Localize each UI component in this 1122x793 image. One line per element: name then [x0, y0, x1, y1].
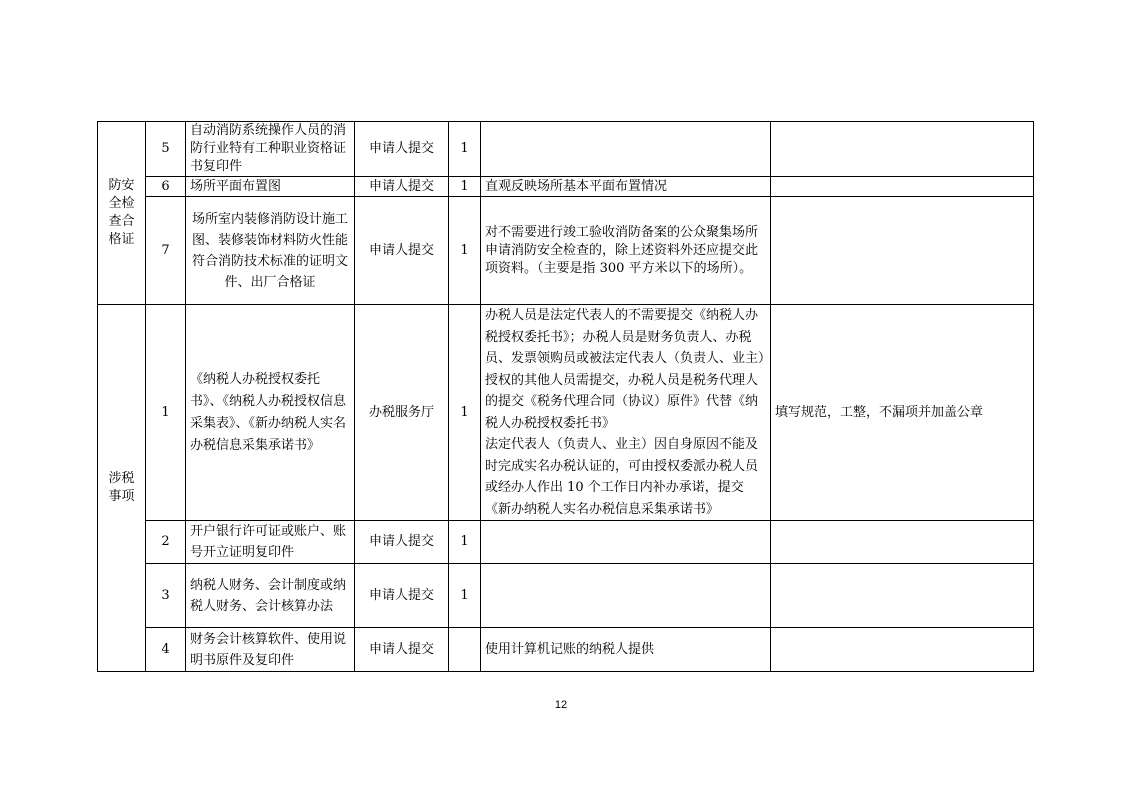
page-number: 12: [554, 699, 568, 711]
remark-cell: 办税人员是法定代表人的不需要提交《纳税人办税授权委托书》；办税人员是财务负责人、办税员、发票领购员或被法定代表人（负责人、业主）授权的其他人员需提交，办税人员是税务代理人的提交《税务代理合同（协议）原件》代替《纳税人办税授权委托书》 法定代表人（负责人、业主）因自身原因不能及时完成实名办税认证的，可由授权委派办税人员或经办人作出 10 个工作日内补办承诺，提交《新办纳税人实名办税信息采集承诺书》: [481, 305, 771, 521]
requirement-cell: [771, 521, 1034, 564]
source-cell: 办税服务厅: [355, 305, 449, 521]
table-row: [98, 521, 1034, 564]
category-label: 防安 全检 查合 格证: [108, 178, 135, 247]
remark-cell: 对不需要进行竣工验收消防备案的公众聚集场所申请消防安全检查的，除上述资料外还应提交此项资料。（主要是指 300 平方米以下的场所）。: [481, 197, 771, 305]
item-number: 7: [146, 197, 186, 305]
remark-cell: [481, 122, 771, 177]
remark-cell: 直观反映场所基本平面布置情况: [481, 177, 771, 197]
item-number: 2: [146, 521, 186, 564]
table-row: [98, 305, 1034, 521]
count-cell: 1: [449, 564, 481, 628]
material-cell: 开户银行许可证或账户、账号开立证明复印件: [186, 521, 355, 564]
count-cell: 1: [449, 305, 481, 521]
material-cell: 自动消防系统操作人员的消防行业特有工种职业资格证书复印件: [186, 122, 355, 177]
material-cell: 场所室内装修消防设计施工图、装修装饰材料防火性能符合消防技术标准的证明文件、出厂合格证: [186, 197, 355, 305]
item-number: 6: [146, 177, 186, 197]
count-cell: [449, 628, 481, 672]
count-cell: 1: [449, 521, 481, 564]
table-row: [98, 564, 1034, 628]
source-cell: 申请人提交: [355, 628, 449, 672]
count-cell: 1: [449, 177, 481, 197]
materials-table: [97, 121, 1034, 672]
source-cell: 申请人提交: [355, 122, 449, 177]
category-label: 涉税 事项: [108, 471, 135, 504]
count-cell: 1: [449, 122, 481, 177]
count-cell: 1: [449, 197, 481, 305]
requirement-cell: 填写规范，工整，不漏项并加盖公章: [771, 305, 1034, 521]
table-row: [98, 197, 1034, 305]
remark-cell: [481, 521, 771, 564]
material-cell: 场所平面布置图: [186, 177, 355, 197]
source-cell: 申请人提交: [355, 177, 449, 197]
material-cell: 《纳税人办税授权委托书》、《纳税人办税授权信息采集表》、《新办纳税人实名办税信息采集承诺书》: [186, 305, 355, 521]
material-cell: 财务会计核算软件、使用说明书原件及复印件: [186, 628, 355, 672]
item-number: 5: [146, 122, 186, 177]
table-row: [98, 122, 1034, 177]
requirement-cell: [771, 564, 1034, 628]
remark-cell: 使用计算机记账的纳税人提供: [481, 628, 771, 672]
source-cell: 申请人提交: [355, 197, 449, 305]
requirement-cell: [771, 177, 1034, 197]
requirement-cell: [771, 628, 1034, 672]
requirement-cell: [771, 197, 1034, 305]
source-cell: 申请人提交: [355, 564, 449, 628]
item-number: 3: [146, 564, 186, 628]
table-row: [98, 628, 1034, 672]
item-number: 4: [146, 628, 186, 672]
table-row: [98, 177, 1034, 197]
requirement-cell: [771, 122, 1034, 177]
item-number: 1: [146, 305, 186, 521]
material-cell: 纳税人财务、会计制度或纳税人财务、会计核算办法: [186, 564, 355, 628]
category-cell: [98, 305, 146, 672]
category-cell: [98, 122, 146, 305]
source-cell: 申请人提交: [355, 521, 449, 564]
remark-cell: [481, 564, 771, 628]
